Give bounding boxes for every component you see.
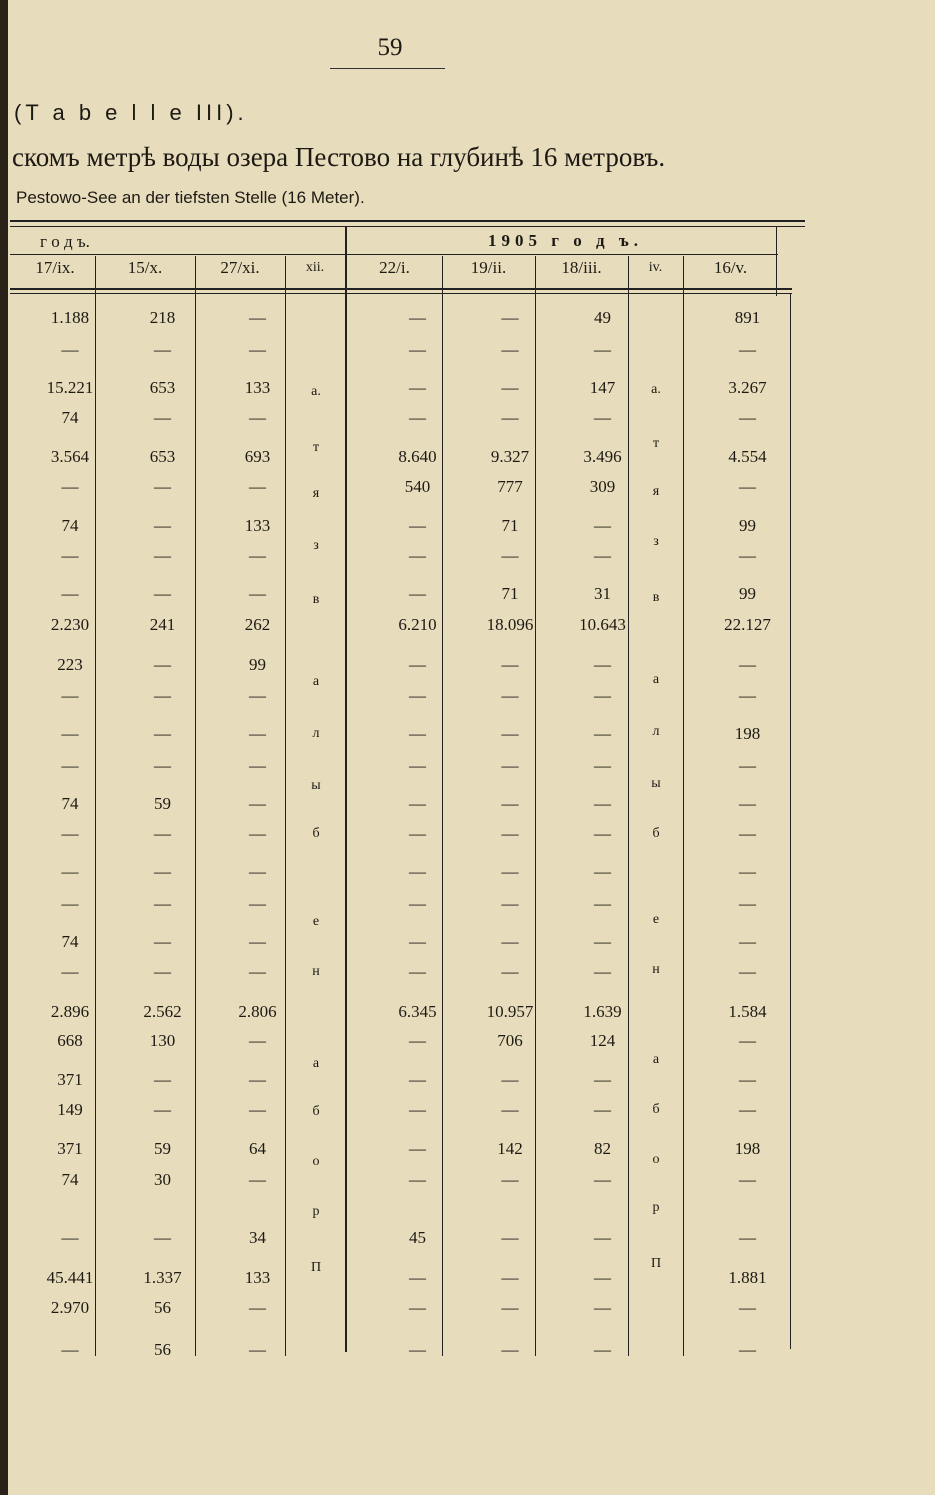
table-cell: —: [61, 546, 79, 565]
table-cell: —: [739, 894, 756, 913]
table-cell: 71: [501, 584, 519, 603]
table-cell: —: [61, 584, 79, 603]
table-cell: 198: [734, 724, 761, 743]
table-cell: —: [61, 1340, 79, 1359]
vertical-note-char: а.: [311, 384, 321, 399]
table-cell: 198: [734, 1139, 761, 1158]
table-cell: —: [594, 756, 611, 775]
table-cell: —: [409, 655, 426, 674]
table-cell: 10.643: [579, 615, 626, 634]
table-cell: 59: [154, 794, 171, 813]
book-spine-edge: [0, 0, 8, 1495]
col-header-18-iii: 18/iii.: [561, 258, 602, 277]
table-cell: —: [154, 724, 171, 743]
table-cell: —: [739, 655, 756, 674]
table-cell: —: [154, 516, 171, 535]
table-cell: 99: [249, 655, 266, 674]
table-cell: 18.096: [486, 615, 534, 634]
vertical-note-char: з: [313, 538, 319, 553]
table-cell: 1.639: [583, 1002, 622, 1021]
table-top-rule: [10, 220, 805, 222]
table-cell: 45.441: [46, 1268, 94, 1287]
table-cell: —: [409, 756, 426, 775]
table-cell: —: [739, 1031, 756, 1050]
table-cell: —: [594, 340, 611, 359]
table-cell: —: [409, 1031, 426, 1050]
table-cell: —: [409, 408, 426, 427]
table-cell: —: [594, 824, 611, 843]
table-cell: —: [409, 1139, 426, 1158]
table-cell: —: [409, 584, 426, 603]
table-cell: —: [61, 477, 79, 496]
table-cell: —: [739, 862, 756, 881]
table-cell: 241: [149, 615, 176, 634]
vertical-note-char: а: [652, 1052, 660, 1067]
table-cell: 2.806: [238, 1002, 277, 1021]
table-cell: 133: [244, 1268, 271, 1287]
table-cell: —: [409, 1268, 426, 1287]
table-cell: —: [409, 546, 426, 565]
table-cell: —: [594, 655, 611, 674]
table-cell: —: [61, 962, 79, 981]
vertical-note-char: а: [312, 674, 320, 689]
table-cell: 371: [57, 1070, 83, 1089]
vertical-note-char: н: [312, 964, 320, 979]
table-cell: —: [739, 546, 756, 565]
table-cell: —: [409, 1170, 426, 1189]
vertical-note-char: з: [653, 534, 659, 549]
table-cell: —: [501, 1100, 519, 1119]
table-cell: —: [739, 1298, 756, 1317]
table-cell: 130: [149, 1031, 176, 1050]
vertical-note-char: т: [312, 440, 320, 455]
table-cell: 218: [149, 308, 176, 327]
table-cell: —: [501, 894, 519, 913]
table-cell: 1.188: [50, 308, 90, 327]
table-cell: —: [501, 756, 519, 775]
table-cell: —: [154, 655, 171, 674]
table-cell: —: [154, 894, 171, 913]
table-cell: 45: [409, 1228, 426, 1247]
table-cell: —: [594, 1170, 611, 1189]
vertical-note-char: а.: [651, 382, 661, 397]
table-cell: —: [249, 1340, 266, 1359]
table-cell: 371: [57, 1139, 83, 1158]
col-header-16-v: 16/v.: [713, 258, 748, 277]
table-cell: —: [249, 546, 266, 565]
table-cell: 1.337: [143, 1268, 182, 1287]
table-cell: —: [501, 686, 519, 705]
table-cell: 3.564: [50, 447, 90, 466]
table-cell: —: [154, 477, 171, 496]
table-cell: —: [154, 686, 171, 705]
table-cell: —: [501, 824, 519, 843]
table-cell: —: [501, 724, 519, 743]
table-cell: —: [249, 340, 266, 359]
table-cell: —: [594, 1100, 611, 1119]
table-cell: 142: [497, 1139, 523, 1158]
table-cell: —: [501, 932, 519, 951]
table-cell: —: [739, 824, 756, 843]
table-cell: 777: [497, 477, 523, 496]
table-cell: 6.345: [398, 1002, 437, 1021]
table-cell: —: [409, 516, 426, 535]
table-cell: —: [501, 794, 519, 813]
vertical-note-char: т: [652, 436, 660, 451]
table-cell: —: [739, 1100, 756, 1119]
vertical-note-char: р: [312, 1204, 320, 1219]
table-cell: 74: [61, 794, 79, 813]
table-cell: —: [739, 932, 756, 951]
table-cell: —: [61, 862, 79, 881]
table-cell: 56: [154, 1298, 171, 1317]
table-cell: 49: [594, 308, 611, 327]
table-cell: —: [249, 824, 266, 843]
vertical-note-char: а: [312, 1056, 320, 1071]
table-cell: —: [61, 756, 79, 775]
table-cell: 15.221: [46, 378, 94, 397]
vertical-note-char: н: [652, 962, 660, 977]
table-top-rule-thin: [10, 226, 805, 227]
col-header-15-x: 15/x.: [127, 258, 163, 277]
vertical-note-char: в: [652, 590, 660, 605]
table-cell: —: [61, 1228, 79, 1247]
table-cell: —: [409, 932, 426, 951]
table-cell: 31: [594, 584, 611, 603]
col-header-22-i: 22/i.: [379, 258, 410, 277]
table-cell: —: [154, 862, 171, 881]
table-cell: —: [409, 1340, 426, 1359]
table-cell: —: [409, 1298, 426, 1317]
table-cell: —: [409, 340, 426, 359]
table-cell: 4.554: [728, 447, 767, 466]
table-cell: —: [409, 794, 426, 813]
vertical-note-char: о: [312, 1154, 320, 1169]
table-cell: —: [249, 962, 266, 981]
table-cell: —: [501, 1340, 519, 1359]
table-cell: —: [594, 932, 611, 951]
vertical-note-char: е: [652, 912, 660, 927]
vertical-note-char: б: [312, 1104, 320, 1119]
table-cell: —: [739, 1070, 756, 1089]
col-divider: [683, 256, 684, 1356]
table-cell: 1.881: [728, 1268, 767, 1287]
table-cell: 22.127: [724, 615, 771, 634]
table-cell: 653: [149, 378, 176, 397]
table-cell: 30: [154, 1170, 171, 1189]
table-cell: —: [154, 962, 171, 981]
table-cell: 891: [734, 308, 761, 327]
vertical-note-char: а: [652, 672, 660, 687]
year-group-header-left: г о д ъ.: [40, 232, 90, 251]
table-cell: 668: [57, 1031, 83, 1050]
table-cell: —: [594, 1340, 611, 1359]
table-cell: 223: [57, 655, 83, 674]
table-cell: —: [154, 340, 171, 359]
page-number-rule: [330, 68, 445, 69]
table-cell: —: [249, 1070, 266, 1089]
table-cell: —: [594, 1228, 611, 1247]
table-cell: —: [154, 824, 171, 843]
vertical-note-char: б: [312, 826, 320, 841]
table-cell: 56: [154, 1340, 171, 1359]
table-cell: —: [61, 686, 79, 705]
vertical-note-char: е: [312, 914, 320, 929]
vertical-note-char: я: [652, 484, 660, 499]
table-cell: —: [249, 408, 266, 427]
table-cell: —: [501, 1070, 519, 1089]
table-cell: —: [594, 408, 611, 427]
table-cell: 6.210: [398, 615, 437, 634]
table-cell: —: [249, 1031, 266, 1050]
column-header-rule: [10, 288, 792, 290]
table-cell: —: [249, 1298, 266, 1317]
vertical-note-char: я: [312, 486, 320, 501]
table-cell: 82: [594, 1139, 611, 1158]
table-cell: —: [501, 962, 519, 981]
table-cell: —: [501, 546, 519, 565]
table-cell: —: [249, 1170, 266, 1189]
table-cell: —: [61, 340, 79, 359]
table-cell: —: [409, 894, 426, 913]
table-title: (T a b e l l e III).: [14, 100, 248, 125]
table-cell: —: [409, 962, 426, 981]
table-cell: 71: [501, 516, 519, 535]
table-cell: —: [249, 477, 266, 496]
table-cell: —: [154, 584, 171, 603]
table-cell: —: [501, 655, 519, 674]
table-cell: 147: [589, 378, 616, 397]
table-cell: —: [61, 894, 79, 913]
table-cell: —: [594, 894, 611, 913]
table-cell: —: [594, 862, 611, 881]
table-cell: —: [594, 516, 611, 535]
table-cell: 74: [61, 516, 79, 535]
table-cell: —: [501, 340, 519, 359]
table-cell: 309: [589, 477, 616, 496]
table-cell: —: [249, 724, 266, 743]
table-cell: —: [249, 1100, 266, 1119]
year-group-header-1905: 1905 г о д ъ.: [488, 231, 643, 250]
table-cell: 8.640: [398, 447, 437, 466]
table-cell: —: [249, 794, 266, 813]
table-cell: —: [249, 584, 266, 603]
table-cell: —: [154, 1070, 171, 1089]
vertical-note-char: П: [650, 1256, 662, 1271]
table-cell: —: [501, 308, 519, 327]
table-cell: 99: [739, 516, 756, 535]
table-cell: —: [409, 308, 426, 327]
table-subtitle-russian: скомъ метрѣ воды озера Пестово на глубинѣ 16 метровъ.: [12, 142, 666, 172]
table-cell: —: [249, 932, 266, 951]
col-header-27-xi: 27/xi.: [220, 258, 260, 277]
vertical-note-char: ы: [311, 778, 321, 793]
table-cell: —: [501, 862, 519, 881]
table-cell: 1.584: [728, 1002, 767, 1021]
table-cell: —: [154, 932, 171, 951]
table-cell: —: [409, 724, 426, 743]
table-cell: —: [739, 408, 756, 427]
table-cell: 34: [249, 1228, 266, 1247]
table-cell: —: [501, 1298, 519, 1317]
table-cell: —: [409, 1070, 426, 1089]
table-cell: 124: [589, 1031, 616, 1050]
table-cell: —: [249, 894, 266, 913]
table-cell: —: [739, 756, 756, 775]
table-cell: —: [501, 378, 519, 397]
table-cell: 99: [739, 584, 756, 603]
table-cell: —: [154, 546, 171, 565]
table-cell: 3.496: [583, 447, 622, 466]
table-cell: —: [249, 862, 266, 881]
table-cell: —: [594, 546, 611, 565]
vertical-note-char: р: [652, 1200, 660, 1215]
table-cell: 9.327: [490, 447, 530, 466]
vertical-note-char: б: [652, 826, 660, 841]
table-cell: —: [501, 1170, 519, 1189]
table-cell: 262: [244, 615, 271, 634]
table-cell: —: [594, 962, 611, 981]
table-cell: 64: [249, 1139, 266, 1158]
table-cell: 74: [61, 932, 79, 951]
table-cell: —: [594, 1298, 611, 1317]
table-cell: 149: [57, 1100, 83, 1119]
table-cell: —: [409, 686, 426, 705]
table-cell: —: [739, 962, 756, 981]
table-cell: 59: [154, 1139, 171, 1158]
vertical-note-char: П: [310, 1260, 322, 1275]
table-cell: —: [501, 1268, 519, 1287]
table-cell: —: [409, 378, 426, 397]
table-subtitle-german: Pestowo-See an der tiefsten Stelle (16 Meter).: [16, 188, 365, 207]
table-cell: —: [594, 1070, 611, 1089]
table-cell: 3.267: [728, 378, 767, 397]
table-cell: 653: [149, 447, 176, 466]
table-cell: —: [249, 756, 266, 775]
table-cell: 693: [244, 447, 271, 466]
vertical-note-char: ы: [651, 776, 661, 791]
table-cell: 706: [497, 1031, 523, 1050]
table-cell: —: [249, 308, 266, 327]
table-cell: —: [409, 1100, 426, 1119]
table-cell: —: [501, 1228, 519, 1247]
table-cell: —: [154, 1100, 171, 1119]
table-cell: —: [409, 862, 426, 881]
table-cell: —: [739, 1170, 756, 1189]
page-number: 59: [377, 34, 403, 61]
table-cell: —: [739, 794, 756, 813]
vertical-note-char: в: [312, 592, 320, 607]
col-divider-year: [345, 226, 347, 1352]
table-cell: —: [409, 824, 426, 843]
group-header-rule: [10, 254, 778, 255]
table-cell: —: [739, 477, 756, 496]
table-cell: 2.896: [50, 1002, 90, 1021]
vertical-note-char: л: [312, 726, 320, 741]
table-cell: 2.562: [143, 1002, 182, 1021]
column-header-rule-thin: [10, 293, 792, 294]
table-cell: —: [739, 1340, 756, 1359]
col-header-xii: xii.: [305, 260, 325, 275]
table-cell: —: [61, 824, 79, 843]
table-cell: —: [594, 686, 611, 705]
table-cell: 133: [244, 378, 271, 397]
table-cell: —: [501, 408, 519, 427]
table-cell: —: [594, 724, 611, 743]
table-cell: 133: [244, 516, 271, 535]
table-cell: —: [154, 756, 171, 775]
table-cell: —: [739, 686, 756, 705]
vertical-note-char: о: [652, 1152, 660, 1167]
col-header-iv: iv.: [648, 260, 663, 275]
vertical-note-char: б: [652, 1102, 660, 1117]
table-cell: —: [594, 794, 611, 813]
table-cell: —: [154, 408, 171, 427]
table-cell: —: [739, 340, 756, 359]
table-cell: 2.230: [50, 615, 90, 634]
table-cell: 2.970: [50, 1298, 90, 1317]
col-header-19-ii: 19/ii.: [470, 258, 507, 277]
table-cell: 74: [61, 1170, 79, 1189]
table-cell: —: [594, 1268, 611, 1287]
table-cell: —: [154, 1228, 171, 1247]
table-cell: —: [61, 724, 79, 743]
table-cell: 10.957: [486, 1002, 534, 1021]
col-header-17-ix: 17/ix.: [35, 258, 75, 277]
vertical-note-char: л: [652, 724, 660, 739]
table-cell: 540: [404, 477, 431, 496]
table-cell: 74: [61, 408, 79, 427]
table-cell: —: [249, 686, 266, 705]
table-cell: —: [739, 1228, 756, 1247]
